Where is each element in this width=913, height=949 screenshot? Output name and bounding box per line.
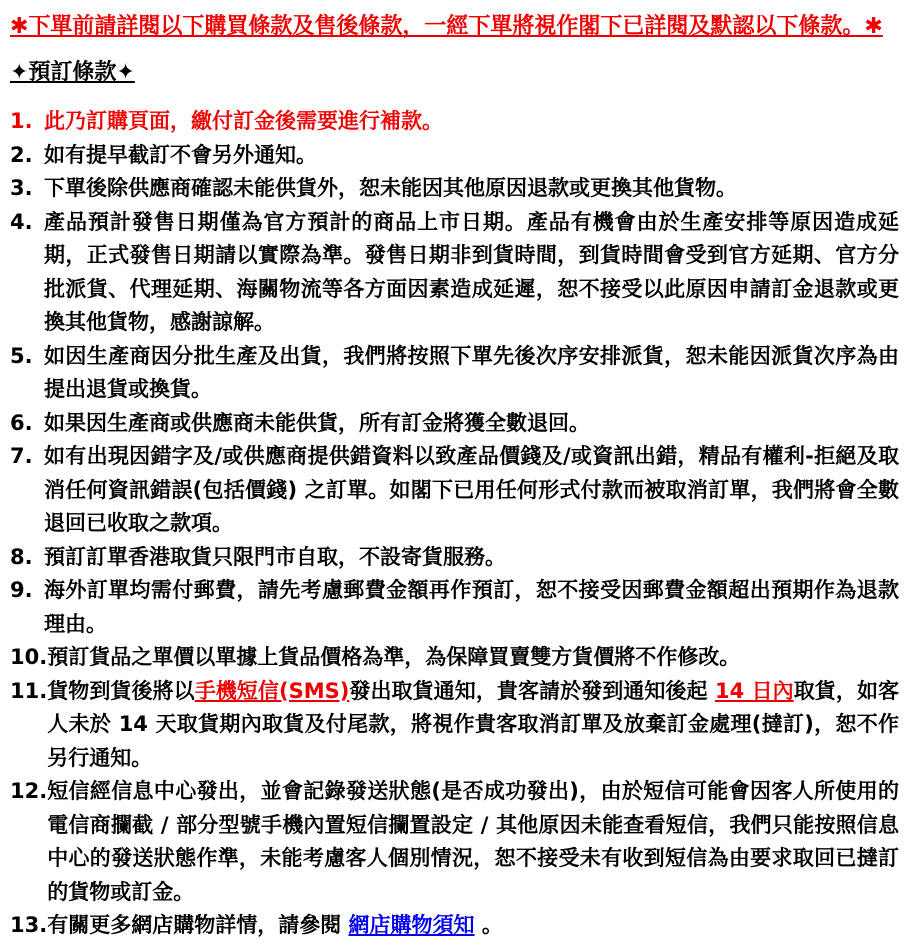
- sms-notice-highlight: 手機短信(SMS): [194, 678, 350, 703]
- term-text: [44, 105, 899, 139]
- term-item-13: [10, 909, 899, 943]
- term-text-segment: 取貨，如客人未於 14 天取貨期內取貨及付尾款，將視作貴客取消訂單及放棄訂金處理(撻訂)，恕不作另行通知。: [47, 678, 900, 770]
- term-number: 12.: [10, 779, 48, 803]
- term-item-4: [10, 206, 899, 340]
- shop-guide-link[interactable]: 網店購物須知: [348, 913, 475, 937]
- term-text: [47, 909, 899, 943]
- term-text-segment: 發出取貨通知，貴客請於發到通知後起: [349, 678, 715, 703]
- term-number: 9.: [10, 578, 33, 602]
- term-number: 6.: [10, 410, 33, 435]
- term-text: [44, 407, 899, 441]
- term-item-9: [10, 574, 899, 641]
- term-text: [44, 139, 899, 173]
- term-text-segment: 預訂貨品之單價以單據上貨品價格為準，為保障買賣雙方貨價將不作修改。: [47, 645, 741, 669]
- term-text-segment: 如有出現因錯字及/或供應商提供錯資料以致產品價錢及/或資訊出錯，精品有權利-拒絕及取消任何資訊錯誤(包括價錢) 之訂單。如閣下已用任何形式付款而被取消訂單，我們將會全數退回已收取之款項。: [44, 444, 899, 535]
- term-text-segment: 海外訂單均需付郵費，請先考慮郵費金額再作預訂，恕不接受因郵費金額超出預期作為退款理由。: [44, 578, 899, 636]
- term-item-6: [10, 407, 899, 441]
- term-text-segment: 此乃訂購頁面，繳付訂金後需要進行補款。: [44, 109, 443, 133]
- term-text-segment: 下單後除供應商確認未能供貨外，恕未能因其他原因退款或更換其他貨物。: [44, 176, 737, 200]
- term-text: [44, 206, 899, 340]
- section-title: ✦預訂條款✦: [10, 60, 135, 85]
- term-text: [44, 340, 899, 407]
- term-number: 1.: [10, 109, 33, 133]
- term-text: [44, 440, 899, 541]
- term-text-segment: 如有提早截訂不會另外通知。: [44, 142, 317, 167]
- term-number: 2.: [10, 142, 33, 167]
- term-text: [44, 172, 899, 206]
- term-text: [47, 641, 899, 675]
- term-text-segment: 如果因生產商或供應商未能供貨，所有訂金將獲全數退回。: [44, 410, 590, 435]
- pickup-days-highlight: 14 日內: [714, 678, 794, 703]
- term-item-8: [10, 541, 899, 575]
- term-item-3: [10, 172, 899, 206]
- term-number: 13.: [10, 913, 48, 937]
- term-text: [44, 541, 899, 575]
- term-text-segment: 產品預計發售日期僅為官方預計的商品上市日期。產品有機會由於生產安排等原因造成延期，正式發售日期請以實際為準。發售日期非到貨時間，到貨時間會受到官方延期、官方分批派貨、代理延期、海關物流等各方面因素造成延遲，恕不接受以此原因申請訂金退款或更換其他貨物，感謝諒解。: [44, 209, 899, 334]
- term-item-5: [10, 340, 899, 407]
- term-text-segment: 有關更多網店購物詳情，請參閱: [47, 913, 349, 937]
- term-text: [47, 675, 899, 776]
- term-item-2: [10, 139, 899, 173]
- term-text: [44, 574, 899, 641]
- term-text-segment: 如因生產商因分批生產及出貨，我們將按照下單先後次序安排派貨，恕未能因派貨次序為由提出退貨或換貨。: [44, 343, 899, 401]
- term-number: 4.: [10, 209, 33, 234]
- terms-list: [10, 105, 899, 943]
- term-item-12: [10, 775, 899, 909]
- term-item-11: [10, 675, 899, 776]
- term-text-segment: 。: [474, 913, 503, 937]
- term-text-segment: 預訂訂單香港取貨只限門市自取，不設寄貨服務。: [44, 544, 506, 569]
- term-text: [47, 775, 899, 909]
- term-number: 10.: [10, 645, 48, 669]
- term-number: 3.: [10, 176, 33, 200]
- term-item-10: [10, 641, 899, 675]
- notice-banner: ✱下單前請詳閱以下購買條款及售後條款，一經下單將視作閣下已詳閱及默認以下條款。✱: [10, 14, 883, 39]
- term-number: 7.: [10, 444, 33, 468]
- term-text-segment: 貨物到貨後將以: [47, 678, 195, 703]
- term-item-7: [10, 440, 899, 541]
- term-number: 8.: [10, 544, 33, 569]
- term-number: 5.: [10, 343, 33, 368]
- term-text-segment: 短信經信息中心發出，並會記錄發送狀態(是否成功發出)，由於短信可能會因客人所使用的電信商攔截 / 部分型號手機內置短信攔置設定 / 其他原因未能查看短信，我們只能按照信息中心的發送狀態作準，未能考慮客人個別情況，恕不接受未有收到短信為由要求取回已撻訂的貨物或訂金。: [47, 779, 899, 904]
- term-number: 11.: [10, 678, 48, 703]
- term-item-1: [10, 105, 899, 139]
